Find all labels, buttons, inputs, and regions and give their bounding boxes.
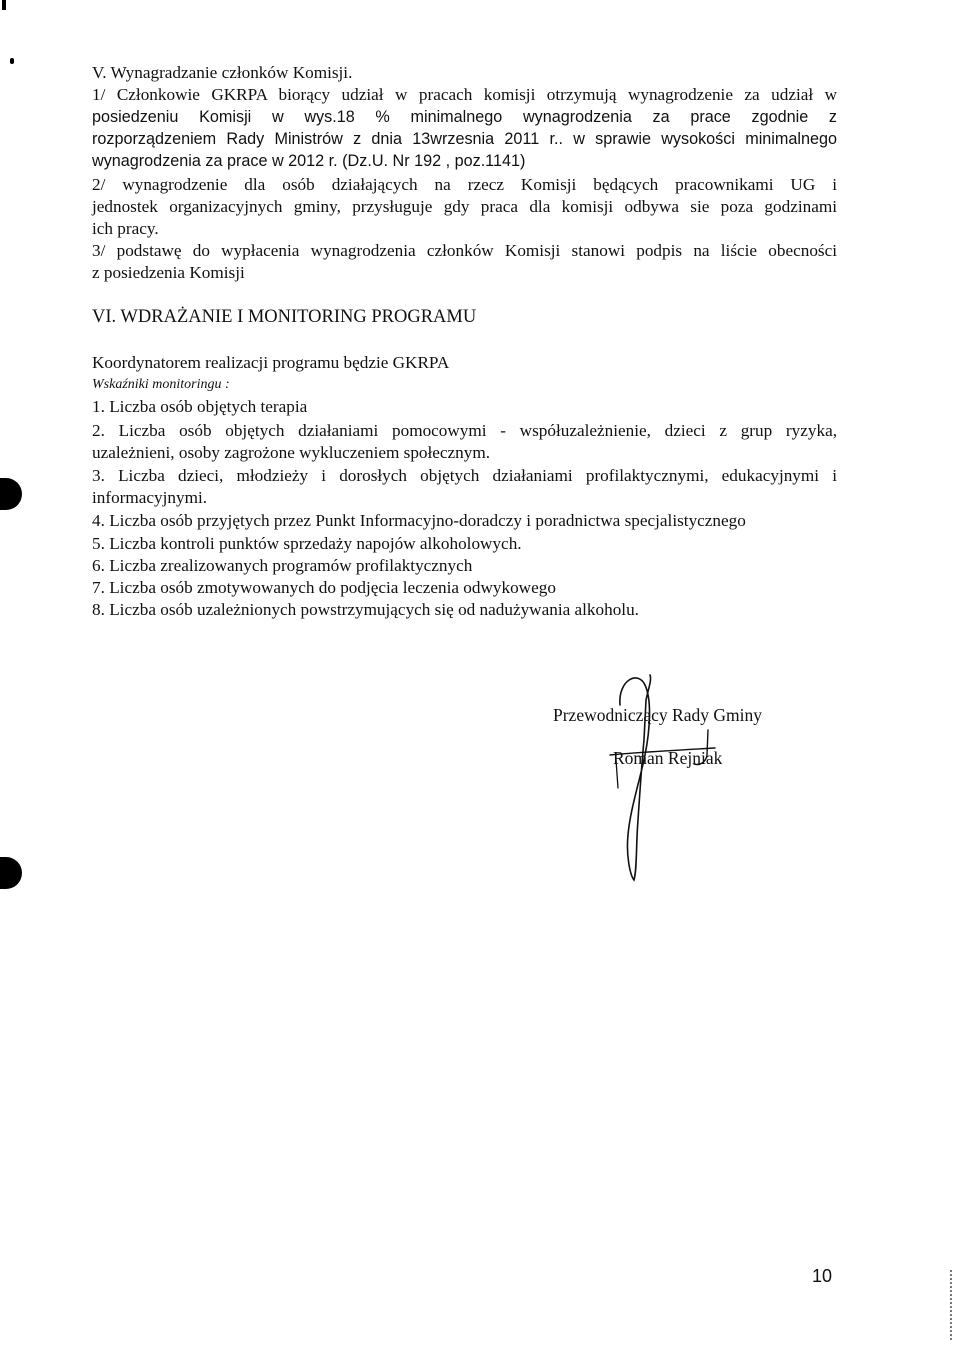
indicator-item: 1. Liczba osób objętych terapia [92,397,308,416]
paragraph-2-line-2: jednostek organizacyjnych gminy, przysługuje gdy praca dla komisji odbywa sie poza godzinami [92,197,837,216]
punch-hole-mark-1 [0,478,22,510]
signature-name: Roman Rejniak [613,748,723,768]
paragraph-1-line-4: wynagrodzenia za prace w 2012 r. (Dz.U. Nr 192 , poz.1141) [92,152,526,170]
coordinator-text: Koordynatorem realizacji programu będzie GKRPA [92,353,450,372]
section-v-heading: V. Wynagradzanie członków Komisji. [92,63,353,82]
indicator-item: 3. Liczba dzieci, młodzieży i dorosłych objętych działaniami profilaktycznymi, edukacyjnymi i [92,466,837,485]
scan-mark-top-left [2,0,6,10]
section-vi-heading: VI. WDRAŻANIE I MONITORING PROGRAMU [92,307,477,327]
indicator-item: 6. Liczba zrealizowanych programów profilaktycznych [92,556,473,575]
indicator-item-continuation: informacyjnymi. [92,488,208,507]
indicator-item-continuation: uzależnieni, osoby zagrożone wykluczeniem społecznym. [92,443,491,462]
indicator-item: 4. Liczba osób przyjętych przez Punkt Informacyjno-doradczy i poradnictwa specjalistycznego [92,511,746,530]
paragraph-1-line-1: 1/ Członkowie GKRPA biorący udział w pracach komisji otrzymują wynagrodzenie za udział w [92,85,837,104]
paragraph-1-line-3: rozporządzeniem Rady Ministrów z dnia 13wrzesnia 2011 r.. w sprawie wysokości minimalnego [92,130,837,148]
paragraph-3-line-2: z posiedzenia Komisji [92,263,245,282]
indicator-item: 5. Liczba kontroli punktów sprzedaży napojów alkoholowych. [92,534,522,553]
indicator-item: 7. Liczba osób zmotywowanych do podjęcia leczenia odwykowego [92,578,556,597]
indicator-item: 2. Liczba osób objętych działaniami pomocowymi - współuzależnienie, dzieci z grup ryzyka, [92,421,837,440]
punch-hole-mark-2 [0,857,22,889]
paragraph-2-line-1: 2/ wynagrodzenie dla osób działających na rzecz Komisji będących pracownikami UG i [92,175,837,194]
handwritten-signature [590,660,723,890]
signature-title: Przewodniczący Rady Gminy [553,705,762,725]
page-number: 10 [812,1266,833,1286]
paragraph-2-line-3: ich pracy. [92,219,159,238]
scan-mark-dot [10,58,14,64]
indicator-item: 8. Liczba osób uzależnionych powstrzymujących się od nadużywania alkoholu. [92,600,639,619]
scan-edge-dots [950,1270,954,1340]
paragraph-1-line-2: posiedzeniu Komisji w wys.18 % minimalnego wynagrodzenia za prace zgodnie z [92,108,837,126]
indicators-title: Wskaźniki monitoringu : [92,377,230,392]
paragraph-3-line-1: 3/ podstawę do wypłacenia wynagrodzenia członków Komisji stanowi podpis na liście obecności [92,241,837,260]
